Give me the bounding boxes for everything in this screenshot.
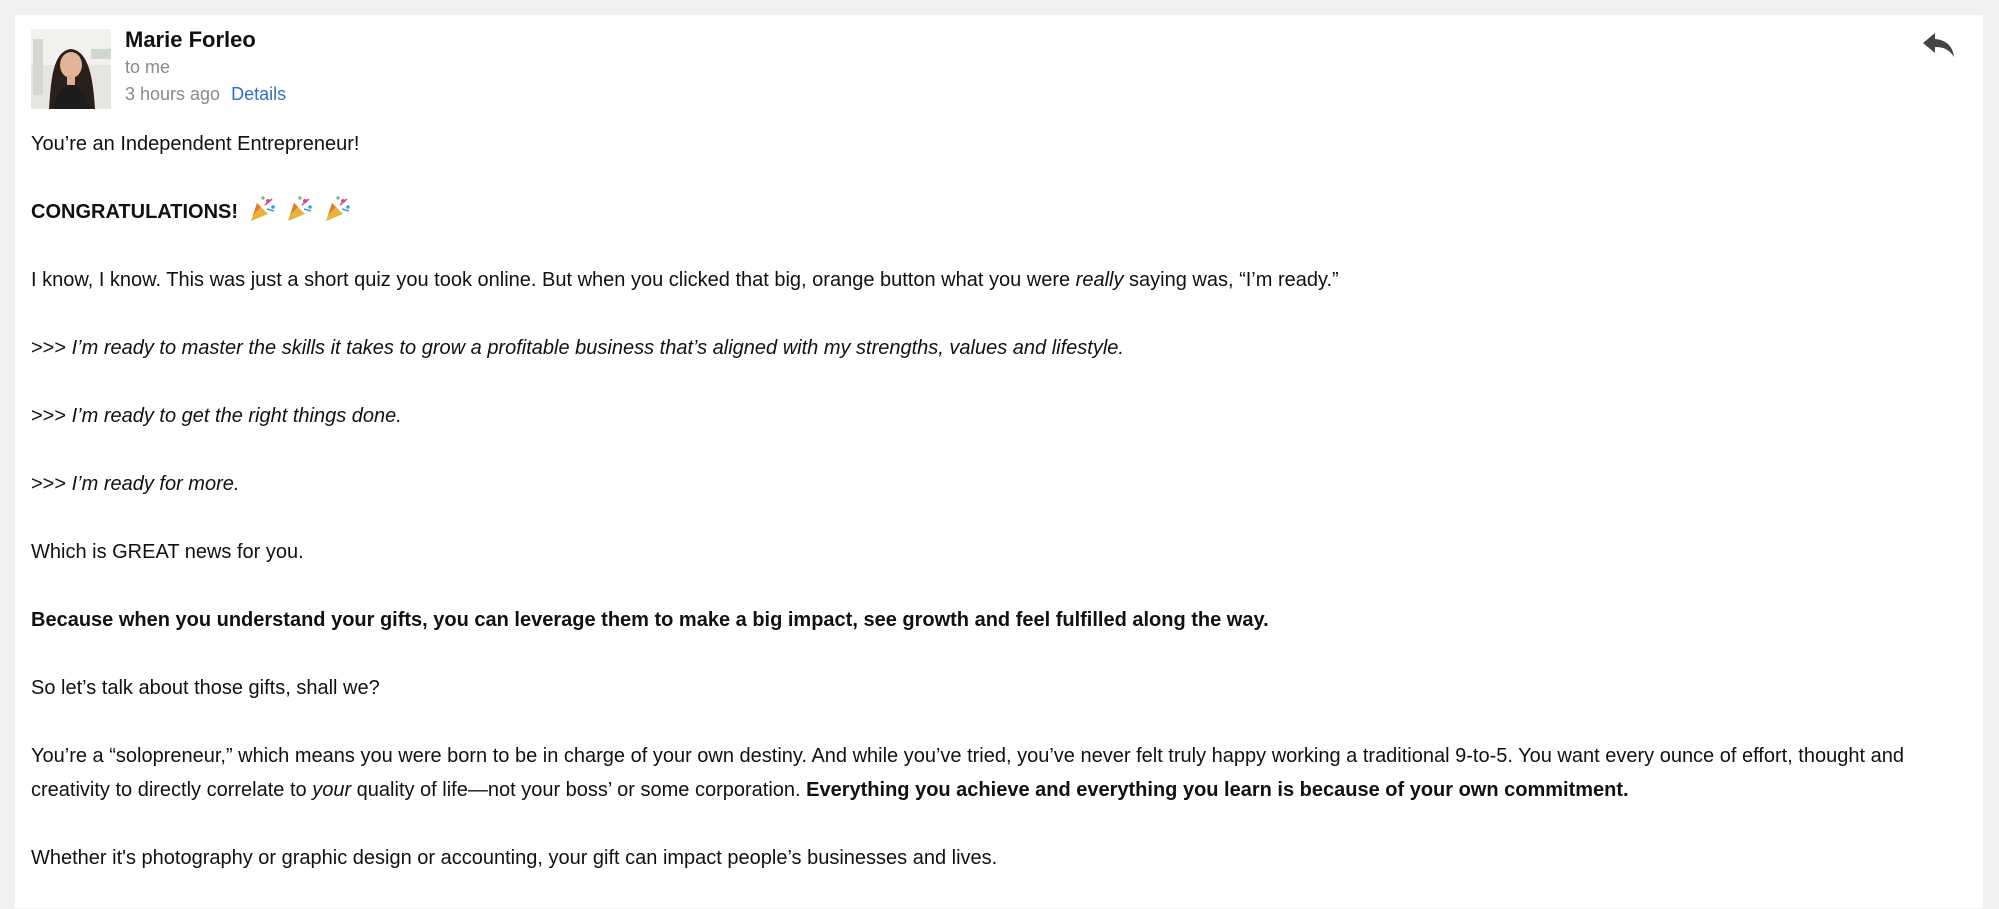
- quote-line: >>> I’m ready for more.: [31, 473, 240, 495]
- email-body: [31, 127, 1976, 909]
- congrats-heading: CONGRATULATIONS!: [31, 201, 239, 223]
- party-popper-icon: [248, 195, 276, 223]
- email-message: [15, 15, 1983, 908]
- party-popper-icon: [285, 195, 313, 223]
- body-paragraph: You’re a “solopreneur,” which means you were born to be in charge of your own destiny. And while you’ve tried, you’ve never felt truly happy working a traditional 9-to-5. You want every ounce of effort, thought and creativity to directly correlate to your quality of life—not your boss’ or some corporation. Everything you achieve and everything you learn is because of your own commitment.: [31, 745, 1904, 801]
- party-popper-icon: [323, 195, 351, 223]
- recipient-line: to me: [125, 57, 171, 77]
- meta-line: [125, 84, 286, 105]
- reply-icon: [1922, 31, 1956, 59]
- body-paragraph: So let’s talk about those gifts, shall we?: [31, 677, 380, 699]
- sender-name: Marie Forleo: [125, 27, 256, 52]
- body-paragraph: You’re an Independent Entrepreneur!: [31, 133, 360, 155]
- avatar[interactable]: [31, 29, 111, 109]
- body-paragraph: Whether it's photography or graphic design or accounting, your gift can impact people’s businesses and lives.: [31, 847, 998, 869]
- reply-button[interactable]: [1919, 27, 1959, 63]
- details-link[interactable]: Details: [231, 84, 287, 104]
- body-paragraph: Which is GREAT news for you.: [31, 541, 304, 563]
- quote-line: >>> I’m ready to get the right things done.: [31, 405, 402, 427]
- quote-line: >>> I’m ready to master the skills it takes to grow a profitable business that’s aligned with my strengths, values and lifestyle.: [31, 337, 1124, 359]
- congrats-paragraph: [31, 195, 1976, 229]
- timestamp: 3 hours ago: [125, 84, 221, 104]
- body-paragraph: I know, I know. This was just a short quiz you took online. But when you clicked that big, orange button what you were really saying was, “I’m ready.”: [31, 269, 1339, 291]
- body-paragraph: Because when you understand your gifts, you can leverage them to make a big impact, see growth and feel fulfilled along the way.: [31, 609, 1269, 631]
